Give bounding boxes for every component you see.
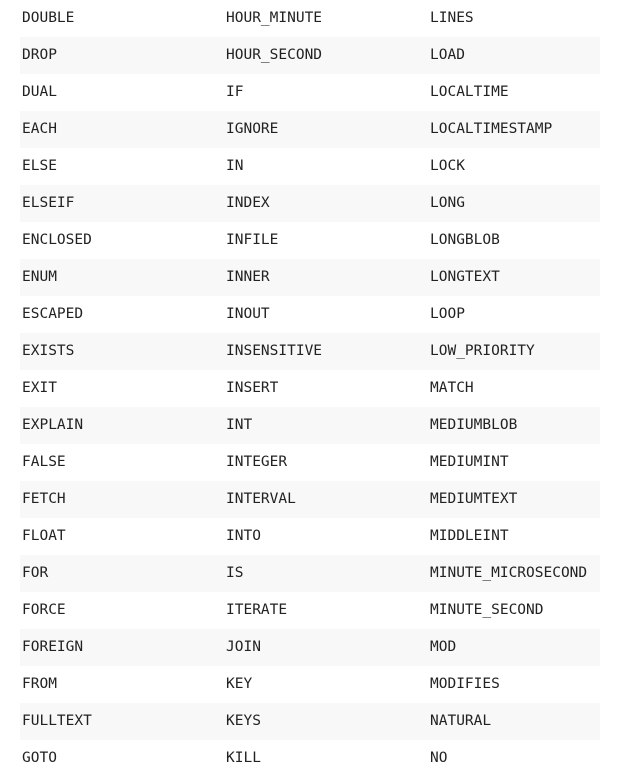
keyword-cell: MOD (428, 629, 600, 666)
keyword-cell: LONGBLOB (428, 222, 600, 259)
keyword-cell: INNER (224, 259, 428, 296)
keyword-cell: INTEGER (224, 444, 428, 481)
keyword-cell: LOCK (428, 148, 600, 185)
keyword-cell: MODIFIES (428, 666, 600, 703)
keyword-cell: NO (428, 740, 600, 777)
keyword-cell: DOUBLE (20, 0, 224, 37)
table-row (20, 629, 600, 666)
reserved-keywords-table (20, 0, 600, 777)
keyword-cell: IGNORE (224, 111, 428, 148)
table-row (20, 222, 600, 259)
keyword-cell: FLOAT (20, 518, 224, 555)
keyword-cell: ESCAPED (20, 296, 224, 333)
table-row (20, 185, 600, 222)
keyword-cell: IF (224, 74, 428, 111)
keyword-cell: LOOP (428, 296, 600, 333)
table-row (20, 592, 600, 629)
keyword-cell: LOAD (428, 37, 600, 74)
keyword-cell: MINUTE_SECOND (428, 592, 600, 629)
keyword-cell: NATURAL (428, 703, 600, 740)
table-row (20, 555, 600, 592)
keyword-cell: EXPLAIN (20, 407, 224, 444)
keyword-cell: ELSEIF (20, 185, 224, 222)
keyword-cell: MEDIUMBLOB (428, 407, 600, 444)
keyword-cell: LOW_PRIORITY (428, 333, 600, 370)
keyword-cell: LOCALTIMESTAMP (428, 111, 600, 148)
table-row (20, 296, 600, 333)
keyword-cell: ELSE (20, 148, 224, 185)
keyword-cell: FORCE (20, 592, 224, 629)
keyword-cell: FOR (20, 555, 224, 592)
keyword-cell: HOUR_SECOND (224, 37, 428, 74)
keyword-cell: INTERVAL (224, 481, 428, 518)
table-row (20, 481, 600, 518)
keyword-cell: INSERT (224, 370, 428, 407)
keyword-cell: FOREIGN (20, 629, 224, 666)
table-row (20, 518, 600, 555)
keyword-cell: LONGTEXT (428, 259, 600, 296)
keyword-cell: MINUTE_MICROSECOND (428, 555, 600, 592)
keyword-cell: FULLTEXT (20, 703, 224, 740)
keyword-cell: EXISTS (20, 333, 224, 370)
table-row (20, 111, 600, 148)
table-row (20, 259, 600, 296)
keyword-cell: LOCALTIME (428, 74, 600, 111)
table-row (20, 74, 600, 111)
keyword-cell: IN (224, 148, 428, 185)
keyword-cell: INT (224, 407, 428, 444)
table-row (20, 444, 600, 481)
keyword-cell: INTO (224, 518, 428, 555)
keyword-cell: FROM (20, 666, 224, 703)
keyword-cell: MATCH (428, 370, 600, 407)
keyword-cell: KEYS (224, 703, 428, 740)
keyword-cell: ENUM (20, 259, 224, 296)
keyword-cell: EACH (20, 111, 224, 148)
keyword-cell: DUAL (20, 74, 224, 111)
table-row (20, 37, 600, 74)
keyword-cell: MEDIUMTEXT (428, 481, 600, 518)
keyword-cell: INFILE (224, 222, 428, 259)
keyword-cell: ENCLOSED (20, 222, 224, 259)
keyword-cell: IS (224, 555, 428, 592)
keyword-cell: FETCH (20, 481, 224, 518)
keyword-cell: KEY (224, 666, 428, 703)
keyword-cell: EXIT (20, 370, 224, 407)
keyword-cell: INSENSITIVE (224, 333, 428, 370)
keywords-table-body (20, 0, 600, 777)
keyword-cell: ITERATE (224, 592, 428, 629)
table-row (20, 407, 600, 444)
table-row (20, 148, 600, 185)
keyword-cell: GOTO (20, 740, 224, 777)
keyword-cell: INDEX (224, 185, 428, 222)
table-row (20, 703, 600, 740)
table-row (20, 370, 600, 407)
table-row (20, 740, 600, 777)
keyword-cell: JOIN (224, 629, 428, 666)
keyword-cell: HOUR_MINUTE (224, 0, 428, 37)
keyword-cell: LINES (428, 0, 600, 37)
table-row (20, 666, 600, 703)
keyword-cell: MEDIUMINT (428, 444, 600, 481)
keyword-cell: LONG (428, 185, 600, 222)
keyword-cell: INOUT (224, 296, 428, 333)
keyword-cell: MIDDLEINT (428, 518, 600, 555)
keyword-cell: KILL (224, 740, 428, 777)
table-row (20, 333, 600, 370)
keyword-cell: FALSE (20, 444, 224, 481)
keyword-cell: DROP (20, 37, 224, 74)
table-row (20, 0, 600, 37)
